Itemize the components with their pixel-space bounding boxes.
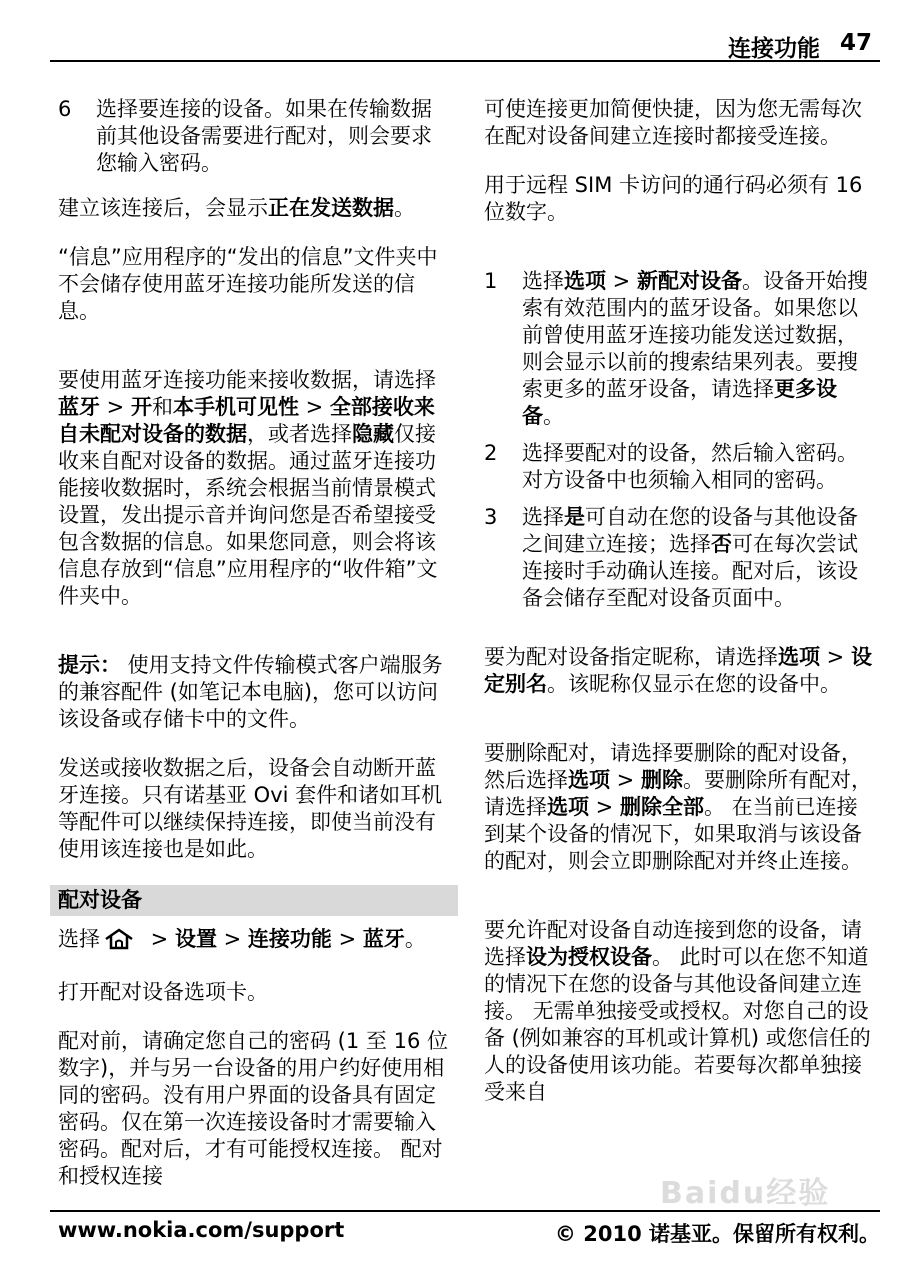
arrow: > [331, 927, 363, 951]
text: 。 此时可以在您不知道的情况下在您的设备与其他设备间建立连接。 无需单独接受或授权。对您自己的设备 (例如兼容的耳机或计算机) 或您信任的人的设备使用该功能。若要每次都单独接受来自 [484, 945, 871, 1104]
right-column [484, 96, 876, 1128]
tip-text: 使用支持文件传输模式客户端服务的兼容配件 (如笔记本电脑)，您可以访问该设备或存储卡中的文件。 [58, 653, 443, 731]
text: 建立该连接后，会显示 [58, 196, 268, 220]
paragraph-nickname [484, 644, 876, 698]
text: 要删除配对，请选择要删除的配对设备，然后选择 [484, 741, 862, 792]
text: 。 [404, 927, 426, 951]
bold-term: 选项 [778, 645, 820, 669]
step-number: 1 [484, 269, 498, 293]
text: 。 [543, 404, 564, 428]
step-6 [58, 96, 450, 177]
text: 选择 [522, 505, 564, 529]
bold-term: 选项 [568, 768, 610, 792]
page-header [50, 28, 880, 62]
text: 要使用蓝牙连接功能来接收数据，请选择 [58, 368, 436, 392]
text: 选择 [58, 927, 100, 951]
step-text: 选择要配对的设备，然后输入密码。 对方设备中也须输入相同的密码。 [522, 441, 858, 492]
step-text [522, 268, 876, 430]
paragraph-receive-data [58, 367, 450, 610]
step-number: 2 [484, 441, 498, 465]
copyright: © 2010 诺基亚。保留所有权利。 [554, 1222, 880, 1246]
text: 可在每次尝试连接时手动确认连接。配对后，该设备会储存至配对设备页面中。 [522, 532, 858, 610]
arrow: > [610, 768, 641, 792]
bold-term: 正在发送数据 [268, 196, 394, 220]
bold-term: 选项 [547, 795, 589, 819]
text: 仅接收来自配对设备的数据。通过蓝牙连接功能接收数据时，系统会根据当前情景模式设置，发出提示音并询问您是否希望接受包含数据的信息。如果您同意，则会将该信息存放到“信息”应用程序的“收件箱”文件夹中。 [58, 422, 438, 608]
bold-term: 否 [711, 532, 732, 556]
text: 要为配对设备指定昵称，请选择 [484, 645, 778, 669]
paragraph-disconnect: 发送或接收数据之后，设备会自动断开蓝牙连接。只有诺基亚 Ovi 套件和诸如耳机等配件可以继续保持连接，即使当前没有使用该连接也是如此。 [58, 756, 443, 861]
text: 。设备开始搜索有效范围内的蓝牙设备。如果您以前曾使用蓝牙连接功能发送过数据，则会显示以前的搜索结果列表。要搜索更多的蓝牙设备，请选择 [522, 269, 868, 401]
step-number: 3 [484, 505, 498, 529]
bold-term: 设定别名 [484, 645, 872, 696]
paragraph-sent-messages: “信息”应用程序的“发出的信息”文件夹中不会储存使用蓝牙连接功能所发送的信息。 [58, 245, 438, 323]
step-2 [484, 440, 876, 494]
text: 要允许配对设备自动连接到您的设备，请选择 [484, 918, 862, 969]
paragraph-delete-pairing [484, 740, 876, 875]
arrow: > [144, 927, 175, 951]
bold-term: 删除 [640, 768, 683, 792]
bold-term: 全部接收来自未配对设备的数据 [58, 395, 435, 446]
bold-term: 设置 [174, 927, 217, 951]
paragraph-before-pairing: 配对前，请确定您自己的密码 (1 至 16 位数字)，并与另一台设备的用户约好使用相同的密码。没有用户界面的设备具有固定密码。仅在第一次连接设备时才需要输入密码。配对后，才有可能授权连接。 配对和授权连接 [58, 1029, 448, 1188]
watermark-logo: Baidu经验 [660, 1176, 831, 1211]
arrow: > [298, 395, 330, 419]
arrow: > [820, 645, 851, 669]
home-icon [104, 928, 134, 957]
text: 。 在当前已连接到某个设备的情况下，如果取消与该设备的配对，则会立即删除配对并终止连接。 [484, 795, 862, 873]
tip-label: 提示： [58, 653, 121, 677]
bold-term: 连接功能 [247, 927, 332, 951]
section-title: 配对设备 [50, 885, 458, 916]
bold-term: 蓝牙 [362, 927, 405, 951]
paragraph-sim-passcode: 用于远程 SIM 卡访问的通行码必须有 16 位数字。 [484, 173, 863, 224]
bold-term: 本手机可见性 [172, 395, 299, 419]
arrow: > [100, 395, 131, 419]
page-footer [50, 1210, 880, 1246]
arrow: > [589, 795, 620, 819]
step-3 [484, 504, 876, 612]
bold-term: 新配对设备 [636, 269, 742, 293]
text: 可自动在您的设备与其他设备之间建立连接；选择 [522, 505, 858, 556]
text: 。该昵称仅显示在您的设备中。 [547, 672, 841, 696]
paragraph-open-tab: 打开配对设备选项卡。 [58, 980, 268, 1004]
bold-term: 选项 [564, 269, 606, 293]
step-text: 选择要连接的设备。如果在传输数据前其他设备需要进行配对，则会要求您输入密码。 [96, 97, 432, 175]
text: 和 [151, 395, 173, 419]
step-text [522, 504, 876, 612]
bold-term: 蓝牙 [58, 395, 100, 419]
bold-term: 是 [564, 505, 585, 529]
bold-term: 开 [130, 395, 152, 419]
bold-term: 隐藏 [352, 422, 394, 446]
text: ，或者选择 [247, 422, 352, 446]
text: 。要删除所有配对，请选择 [484, 768, 872, 819]
tip-paragraph [58, 652, 450, 733]
step-number: 6 [58, 97, 72, 121]
chapter-title: 连接功能 [728, 36, 820, 62]
navigation-path [58, 926, 450, 957]
bold-term: 删除全部 [619, 795, 704, 819]
arrow: > [606, 269, 637, 293]
text: 。 [394, 196, 415, 220]
paragraph-connection-status [58, 195, 450, 222]
paragraph-authorized-device [484, 917, 876, 1106]
arrow: > [216, 927, 248, 951]
text: 选择 [522, 269, 564, 293]
step-1 [484, 268, 876, 430]
support-url: www.nokia.com/support [58, 1218, 345, 1242]
paragraph-authorize: 可使连接更加简便快捷，因为您无需每次在配对设备间建立连接时都接受连接。 [484, 97, 862, 148]
page-number: 47 [839, 30, 872, 56]
bold-term: 设为授权设备 [526, 945, 652, 969]
bold-term: 更多设备 [522, 377, 837, 428]
left-column [58, 96, 450, 1212]
